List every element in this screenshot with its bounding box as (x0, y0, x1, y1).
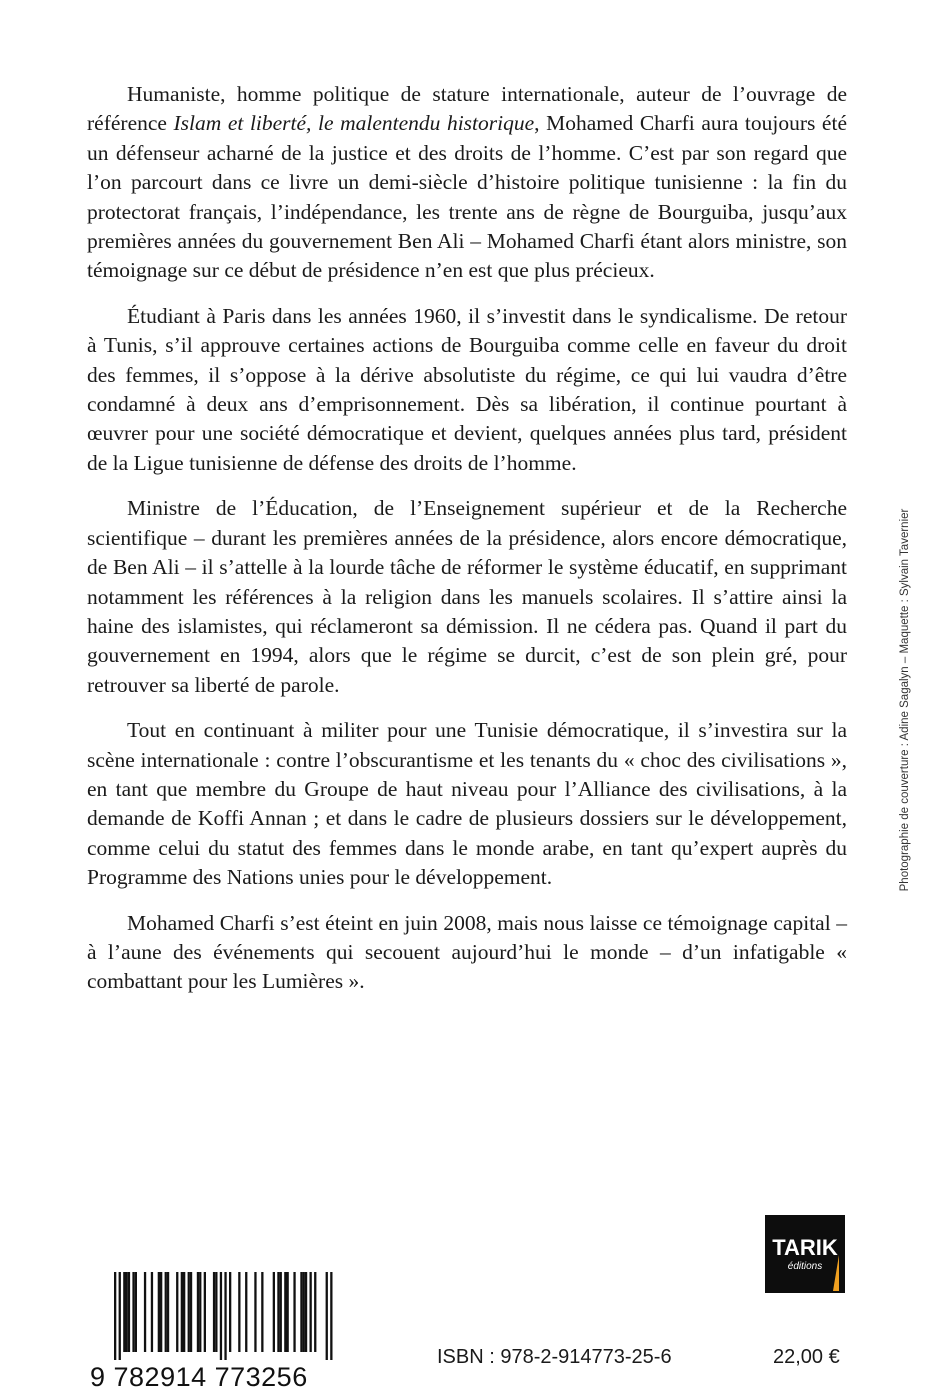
barcode-digits: 9 782914 773256 (90, 1362, 308, 1392)
barcode-bar (126, 1272, 128, 1352)
barcode-bar (158, 1272, 160, 1352)
barcode-bar (330, 1272, 332, 1360)
logo-accent-stripe (833, 1255, 839, 1291)
barcode-bar (135, 1272, 137, 1352)
barcode-bars (90, 1272, 342, 1360)
barcode-bar (314, 1272, 316, 1352)
barcode-bar (310, 1272, 312, 1352)
paragraph-studies: Étudiant à Paris dans les années 1960, il s’investit dans le syndicalisme. De retour à Tunis, s’il approuve certaines actions de Bourguiba comme celle en faveur du droit des femmes, il s’oppose à la dérive absolutiste du régime, ce qui lui vaudra d’être condamné à deux ans d’emprisonnement. Dès sa libération, il continue pourtant à œuvrer pour une société démocratique et devient, quelques années plus tard, président de la Ligue tunisienne de défense des droits de l’homme. (87, 303, 847, 475)
paragraph-intro (87, 80, 847, 286)
barcode-bar (114, 1272, 116, 1360)
barcode-bar (190, 1272, 192, 1352)
barcode-bar (160, 1272, 162, 1352)
barcode-bar (128, 1272, 130, 1352)
barcode-bar (224, 1272, 226, 1360)
paragraph-international: Tout en continuant à militer pour une Tunisie démocratique, il s’investira sur la scène internationale : contre l’obscurantisme et les tenants du « choc des civilisations », en tant que membre du Groupe de haut niveau pour l’Alliance des civilisations, à la demande de Koffi Annan ; et dans le cadre de plusieurs dossiers sur le développement, comme celui du statut des femmes dans le monde arabe, en tant qu’expert auprès du Programme des Nations unies pour le développement. (87, 718, 847, 890)
barcode-bar (220, 1272, 222, 1360)
barcode-bar (215, 1272, 217, 1352)
barcode-bar (132, 1272, 134, 1352)
isbn: ISBN : 978-2-914773-25-6 (437, 1346, 672, 1368)
barcode-bar (144, 1272, 146, 1352)
barcode-bar (238, 1272, 240, 1352)
publisher-logo-subtitle: éditions (787, 1260, 823, 1272)
barcode-bar (176, 1272, 178, 1352)
barcode-bar (199, 1272, 201, 1352)
barcode-bar (293, 1272, 295, 1352)
barcode-bar (183, 1272, 185, 1352)
barcode-bar (165, 1272, 167, 1352)
barcode-bar (273, 1272, 275, 1352)
barcode-bar (300, 1272, 302, 1352)
barcode-bar (213, 1272, 215, 1352)
barcode-bar (204, 1272, 206, 1352)
back-cover-text (87, 80, 847, 1013)
barcode-bar (181, 1272, 183, 1352)
barcode-bar (303, 1272, 305, 1352)
barcode-bar (326, 1272, 328, 1360)
paragraph-intro-end: , Mohamed Charfi aura toujours été un défenseur acharné de la justice et des droits de l’homme. C’est par son regard que l’on parcourt dans ce livre un demi-siècle d’histoire politique tunisienne : la fin du protectorat français, l’indépendance, les trente ans de règne de Bourguiba, jusqu’aux premières années du gouvernement Ben Ali – Mohamed Charfi étant alors ministre, son témoignage sur ce début de présidence n’en est que plus précieux. (87, 111, 847, 283)
paragraph-intro-start: Humaniste, homme politique de stature internationale, auteur de l’ouvrage de référence (87, 82, 847, 136)
barcode-bar (261, 1272, 263, 1352)
publisher-logo (765, 1215, 845, 1293)
barcode-bar (245, 1272, 247, 1352)
barcode-bar (197, 1272, 199, 1352)
barcode-bar (254, 1272, 256, 1352)
paragraph-ministry: Ministre de l’Éducation, de l’Enseignement supérieur et de la Recherche scientifique – durant les premières années de la présidence, alors encore démocratique, de Ben Ali – il s’attelle à la lourde tâche de réformer le système éducatif, en supprimant notamment les références à la religion dans les manuels scolaires. Il s’attire ainsi la haine des islamistes, qui réclameront sa démission. Il ne cédera pas. Quand il part du gouvernement en 1994, alors que le régime se durcit, c’est de son plein gré, pour retrouver sa liberté de parole. (87, 496, 847, 697)
barcode-bar (188, 1272, 190, 1352)
publisher-logo-name: TARIK (772, 1234, 838, 1260)
barcode-bar (287, 1272, 289, 1352)
barcode-bar (151, 1272, 153, 1352)
barcode-bar (277, 1272, 279, 1352)
barcode-bar (123, 1272, 125, 1352)
book-title: Islam et liberté, le malentendu historique (173, 111, 535, 136)
barcode-bar (167, 1272, 169, 1352)
price: 22,00 € (773, 1346, 840, 1368)
barcode-bar (284, 1272, 286, 1352)
barcode-bar (280, 1272, 282, 1352)
barcode-bar (119, 1272, 121, 1360)
paragraph-conclusion: Mohamed Charfi s’est éteint en juin 2008, mais nous laisse ce témoignage capital – à l’aune des événements qui secouent aujourd’hui le monde – d’un infatigable « combattant pour les Lumières ». (87, 910, 847, 994)
barcode-bar (305, 1272, 307, 1352)
barcode (90, 1272, 342, 1394)
cover-credits: Photographie de couverture : Adine Sagalyn – Maquette : Sylvain Tavernier (899, 508, 911, 892)
barcode-bar (229, 1272, 231, 1352)
